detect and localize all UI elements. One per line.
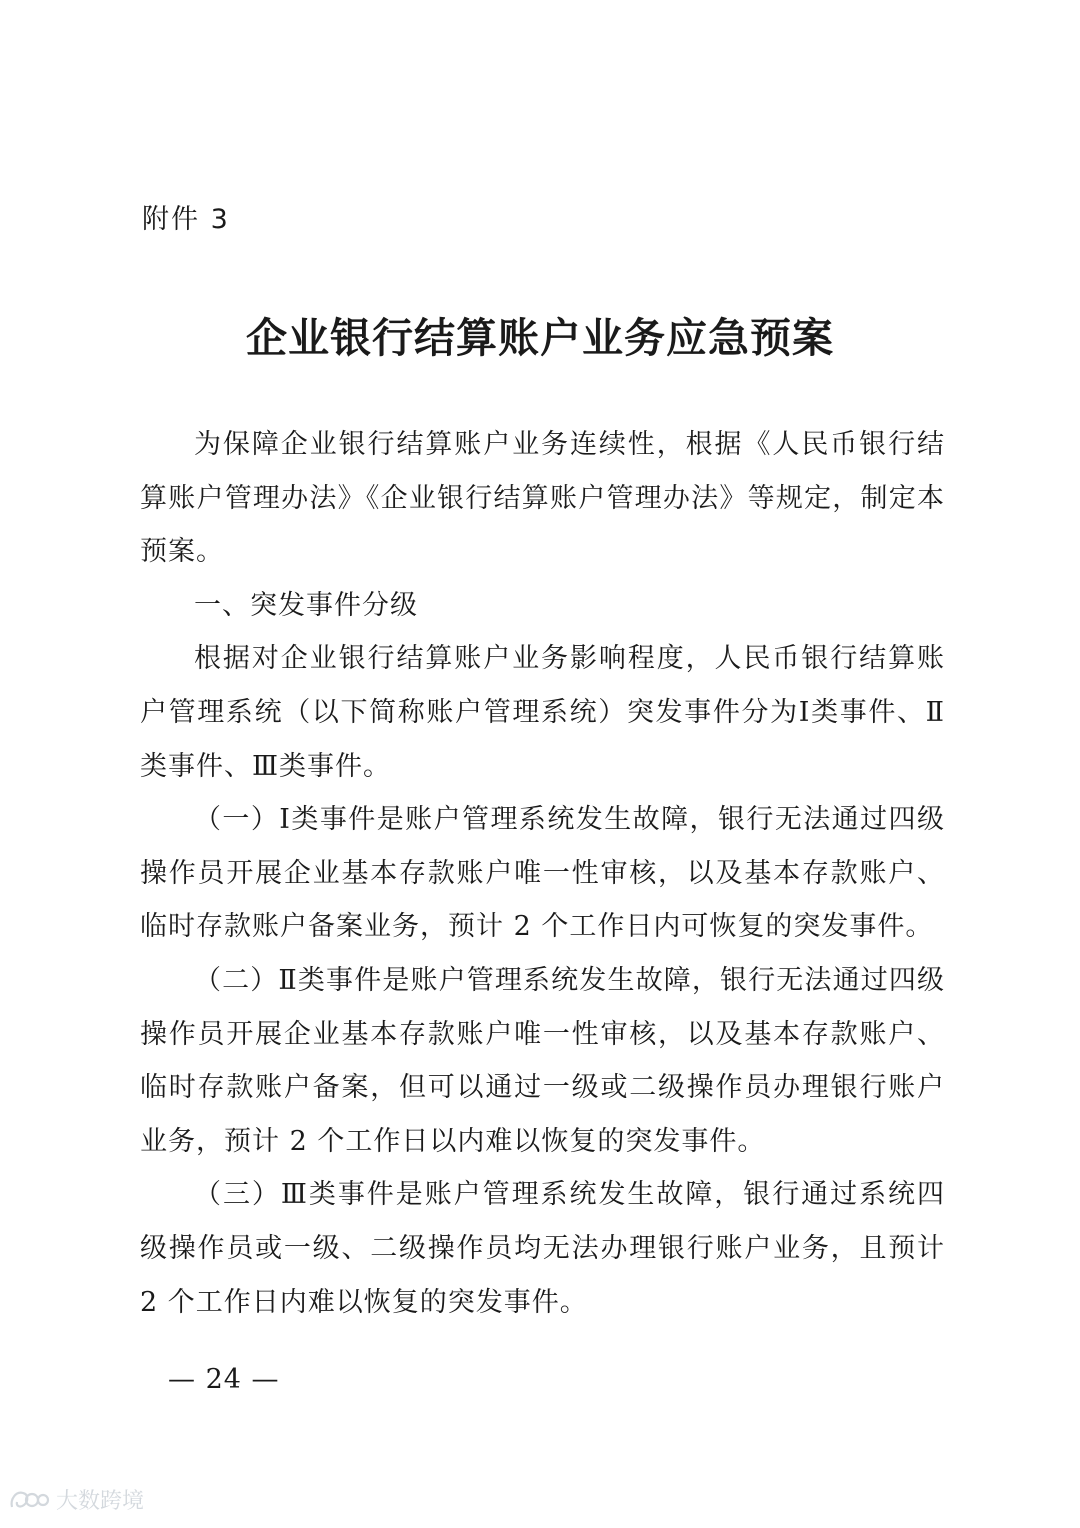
body-paragraph: （二）Ⅱ类事件是账户管理系统发生故障，银行无法通过四级操作员开展企业基本存款账户唯一性审核，以及基本存款账户、临时存款账户备案，但可以通过一级或二级操作员办理银行账户业务，预计 2 个工作日以内难以恢复的突发事件。 (140, 964, 945, 1157)
document-title: 企业银行结算账户业务应急预案 (246, 314, 834, 362)
page-number: — 24 — (168, 1364, 280, 1395)
intro-paragraph: 为保障企业银行结算账户业务连续性，根据《人民币银行结算账户管理办法》《企业银行结算账户管理办法》等规定，制定本预案。 (140, 429, 945, 568)
document-body (140, 418, 945, 1329)
body-paragraph: 根据对企业银行结算账户业务影响程度，人民币银行结算账户管理系统（以下简称账户管理系统）突发事件分为Ⅰ类事件、Ⅱ类事件、Ⅲ类事件。 (140, 643, 945, 782)
body-paragraph: （一）Ⅰ类事件是账户管理系统发生故障，银行无法通过四级操作员开展企业基本存款账户唯一性审核，以及基本存款账户、临时存款账户备案业务，预计 2 个工作日内可恢复的突发事件。 (140, 804, 945, 943)
attachment-label: 附件 3 (142, 204, 230, 235)
watermark (8, 1484, 144, 1515)
body-paragraph: （三）Ⅲ类事件是账户管理系统发生故障，银行通过系统四级操作员或一级、二级操作员均无法办理银行账户业务，且预计 2 个工作日内难以恢复的突发事件。 (140, 1179, 945, 1318)
logo-icon (8, 1487, 50, 1513)
section-heading: 一、突发事件分级 (194, 589, 418, 621)
watermark-text: 大数跨境 (56, 1489, 145, 1514)
